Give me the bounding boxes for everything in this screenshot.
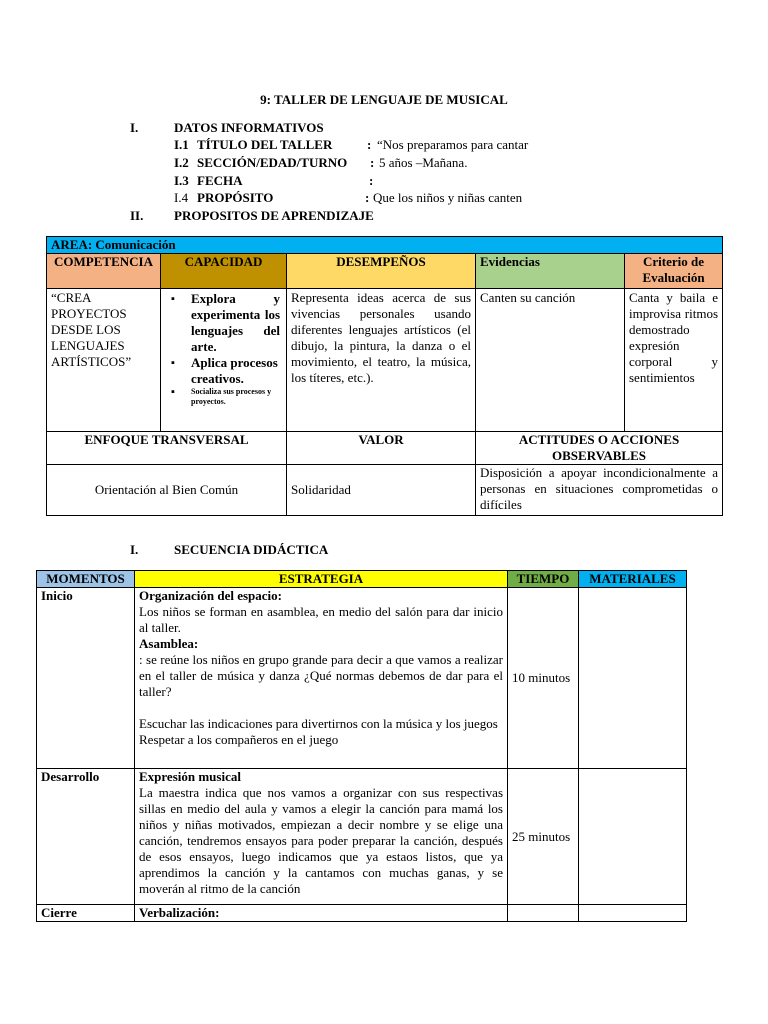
info-label-fecha: FECHA bbox=[197, 173, 243, 188]
inicio-paragraph: Los niños se forman en asamblea, en medio del salón para dar inicio al taller. bbox=[139, 604, 503, 635]
competencia-cell: “CREA PROYECTOS DESDE LOS LENGUAJES ARTÍSTICOS” bbox=[47, 289, 161, 432]
info-label-titulo: TÍTULO DEL TALLER bbox=[197, 137, 333, 152]
capacidad-item: ▪ Explora y experimenta los lenguajes del arte. bbox=[191, 291, 280, 355]
section-numeral: II. bbox=[130, 208, 144, 223]
inicio-subheading: Asamblea: bbox=[139, 636, 199, 651]
tiempo-cierre bbox=[508, 905, 579, 922]
tiempo-desarrollo: 25 minutos bbox=[508, 769, 579, 905]
evidencia-cell: Canten su canción bbox=[476, 289, 625, 432]
info-num: I.4 bbox=[174, 190, 189, 205]
momentos-header: MOMENTOS bbox=[37, 571, 135, 588]
didactic-sequence-table bbox=[36, 570, 687, 922]
estrategia-header: ESTRATEGIA bbox=[135, 571, 508, 588]
info-num: I.1 bbox=[174, 137, 189, 152]
info-num: I.3 bbox=[174, 173, 189, 188]
capacidad-item: ▪ Aplica procesos creativos. bbox=[191, 355, 280, 387]
info-value-titulo: “Nos preparamos para cantar bbox=[377, 137, 529, 152]
capacidad-header: CAPACIDAD bbox=[161, 254, 287, 289]
valor-header: VALOR bbox=[287, 432, 476, 465]
inicio-paragraph: Respetar a los compañeros en el juego bbox=[139, 732, 339, 747]
valor-cell: Solidaridad bbox=[287, 465, 476, 516]
materiales-inicio bbox=[579, 588, 687, 769]
estrategia-inicio bbox=[135, 588, 508, 769]
capacidad-item: ▪ Socializa sus procesos y proyectos. bbox=[191, 387, 280, 407]
info-value-proposito: Que los niños y niñas canten bbox=[373, 190, 523, 205]
inicio-subheading: Organización del espacio: bbox=[139, 588, 282, 603]
criterio-header: Criterio de Evaluación bbox=[625, 254, 723, 289]
document-title: 9: TALLER DE LENGUAJE DE MUSICAL bbox=[260, 92, 508, 107]
section-heading: PROPOSITOS DE APRENDIZAJE bbox=[174, 208, 374, 223]
capacidad-cell bbox=[161, 289, 287, 432]
desempenos-header: DESEMPEÑOS bbox=[287, 254, 476, 289]
info-num: I.2 bbox=[174, 155, 189, 170]
criterio-cell: Canta y baila e improvisa ritmos demostrado expresión corporal y sentimientos bbox=[625, 289, 723, 432]
info-label-proposito: PROPÓSITO bbox=[197, 190, 274, 205]
info-sep: : bbox=[370, 155, 375, 170]
desempeno-cell: Representa ideas acerca de sus vivencias personales usando diferentes lenguajes artísticos (el dibujo, la pintura, la danza o el movimiento, el teatro, la música, los títeres, etc.). bbox=[287, 289, 476, 432]
enfoque-cell: Orientación al Bien Común bbox=[47, 465, 287, 516]
learning-purposes-table bbox=[46, 236, 723, 516]
info-value-seccion: 5 años –Mañana. bbox=[379, 155, 468, 170]
inicio-paragraph: : se reúne los niños en grupo grande para decir a que vamos a realizar en el taller de música y danza ¿Qué normas debemos de dar para el taller? bbox=[139, 652, 503, 699]
desarrollo-subheading: Expresión musical bbox=[139, 769, 241, 784]
competencia-header: COMPETENCIA bbox=[47, 254, 161, 289]
actitud-cell: Disposición a apoyar incondicionalmente a personas en situaciones comprometidas o difíciles bbox=[476, 465, 723, 516]
enfoque-header: ENFOQUE TRANSVERSAL bbox=[47, 432, 287, 465]
section-heading: SECUENCIA DIDÁCTICA bbox=[174, 542, 329, 557]
tiempo-inicio: 10 minutos bbox=[508, 588, 579, 769]
info-sep: : bbox=[365, 190, 370, 205]
desarrollo-paragraph: La maestra indica que nos vamos a organizar con sus respectivas sillas en medio del aula y vamos a elegir la canción para mamá los niños y niñas motivados, empiezan a decir nombre y se elige una canción, tendremos ensayos para poder preparar la canción, después de esos ensayos, luego indicamos que ya estaos listos, que ya aprendimos la canción y la cantamos con muchas ganas, y se moverán al ritmo de la canción bbox=[139, 785, 503, 896]
momento-inicio: Inicio bbox=[37, 588, 135, 769]
inicio-paragraph: Escuchar las indicaciones para divertirnos con la música y los juegos bbox=[139, 716, 498, 731]
actitudes-header: ACTITUDES O ACCIONES OBSERVABLES bbox=[476, 432, 723, 465]
materiales-header: MATERIALES bbox=[579, 571, 687, 588]
estrategia-desarrollo bbox=[135, 769, 508, 905]
info-sep: : bbox=[367, 137, 372, 152]
estrategia-cierre: Verbalización: bbox=[135, 905, 508, 922]
evidencias-header: Evidencias bbox=[476, 254, 625, 289]
info-sep: : bbox=[369, 173, 374, 188]
section-heading: DATOS INFORMATIVOS bbox=[174, 120, 324, 135]
momento-desarrollo: Desarrollo bbox=[37, 769, 135, 905]
info-label-seccion: SECCIÓN/EDAD/TURNO bbox=[197, 155, 348, 170]
tiempo-header: TIEMPO bbox=[508, 571, 579, 588]
section-numeral: I. bbox=[130, 542, 139, 557]
materiales-desarrollo bbox=[579, 769, 687, 905]
materiales-cierre bbox=[579, 905, 687, 922]
momento-cierre: Cierre bbox=[37, 905, 135, 922]
section-numeral: I. bbox=[130, 120, 139, 135]
area-header: AREA: Comunicación bbox=[47, 237, 723, 254]
